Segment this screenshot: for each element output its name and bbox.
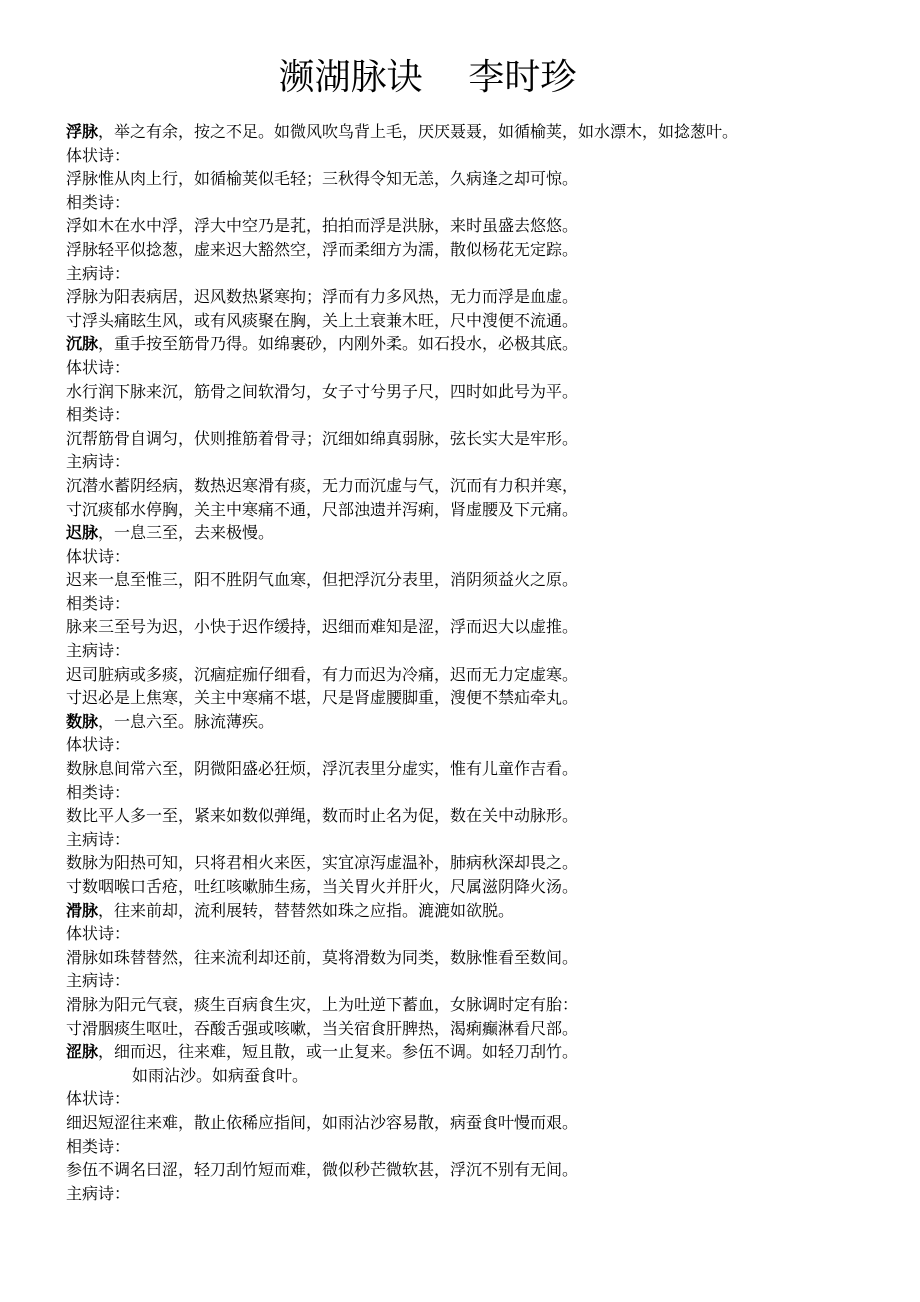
line-text: ，举之有余，按之不足。如微风吹鸟背上毛，厌厌聂聂，如循榆荚，如水漂木，如捻葱叶。 [98,122,739,141]
line-text: 滑脉为阳元气衰，痰生百病食生灾，上为吐逆下蓄血，女脉调时定有胎： [66,994,579,1014]
text-line [66,663,906,687]
text-line [66,851,906,875]
line-text: 寸浮头痛眩生风，或有风痰聚在胸，关上土衰兼木旺，尺中溲便不流通。 [66,310,579,330]
text-line [66,781,906,805]
line-text: 相类诗： [66,593,131,613]
text-line [66,1111,906,1135]
line-text: 浮脉为阳表病居，迟风数热紧寒拘；浮而有力多风热，无力而浮是血虚。 [66,287,579,307]
line-text: ，一息六至。脉流薄疾。 [98,711,275,731]
text-line [66,639,906,663]
line-text: 浮脉轻平似捻葱，虚来迟大豁然空，浮而柔细方为濡，散似杨花无定踪。 [66,239,579,259]
line-text: 浮脉惟从肉上行，如循榆荚似毛轻；三秋得令知无恙，久病逢之却可惊。 [66,169,579,189]
line-text: 主病诗： [66,263,131,283]
line-text: 主病诗： [66,971,131,991]
line-text: 体状诗： [66,546,131,566]
text-line [66,474,906,498]
line-text: 迟来一息至惟三，阳不胜阴气血寒，但把浮沉分表里，消阴须益火之原。 [66,570,579,590]
pulse-heading-line [66,899,906,923]
line-text: 主病诗： [66,641,131,661]
line-text: ，细而迟，往来难，短且散，或一止复来。参伍不调。如轻刀刮竹。 [98,1042,579,1062]
pulse-term: 滑脉 [66,900,99,920]
pulse-term: 数脉 [66,711,99,731]
line-text: 参伍不调名曰涩，轻刀刮竹短而难，微似秒芒微软甚，浮沉不别有无间。 [66,1160,579,1180]
line-text: 主病诗： [66,452,131,472]
text-line [66,686,906,710]
text-line [66,804,906,828]
line-text: 相类诗： [66,1136,131,1156]
text-line [66,427,906,451]
line-text: 寸沉痰郁水停胸，关主中寒痛不通，尺部浊遗并泻痢，肾虚腰及下元痛。 [66,499,579,519]
text-line [66,167,906,191]
text-line [66,450,906,474]
text-line [66,592,906,616]
text-line [66,969,906,993]
document-title: 濒湖脉诀 李时珍 [278,57,577,98]
text-line [66,285,906,309]
text-line [66,498,906,522]
text-line [66,403,906,427]
line-text: 寸数咽喉口舌疮，吐红咳嗽肺生疡，当关胃火并肝火，尺属滋阴降火汤。 [66,877,579,896]
line-text: 体状诗： [66,145,131,165]
text-line [66,214,906,238]
text-line [66,757,906,781]
line-text: 迟司脏病或多痰，沉痼症痂仔细看，有力而迟为冷痛，迟而无力定虚寒。 [66,664,579,684]
text-line [66,568,906,592]
line-text: 水行润下脉来沉，筋骨之间软滑匀，女子寸兮男子尺，四时如此号为平。 [66,381,579,401]
document-body [66,120,906,1205]
text-line [66,191,906,215]
line-text: 沉帮筋骨自调匀，伏则推筋着骨寻；沉细如绵真弱脉，弦长实大是牢形。 [66,428,579,448]
line-text: 体状诗： [66,357,131,377]
text-line [66,615,906,639]
pulse-heading-line [66,332,906,356]
line-text: ，一息三至，去来极慢。 [98,523,275,543]
text-line [66,1064,906,1088]
line-text: 数比平人多一至，紧来如数似弹绳，数而时止名为促，数在关中动脉形。 [66,806,579,826]
line-text: 主病诗： [66,1183,131,1203]
line-text: 相类诗： [66,192,131,212]
text-line [66,1182,906,1206]
text-line [66,828,906,852]
line-text: ，往来前却，流利展转，替替然如珠之应指。漉漉如欲脱。 [98,900,515,920]
text-line [66,238,906,262]
line-text: 体状诗： [66,1089,131,1109]
text-line [66,993,906,1017]
pulse-term: 迟脉 [66,523,99,543]
text-line [66,309,906,333]
pulse-term: 浮脉 [66,122,99,141]
text-line [66,922,906,946]
line-text: 寸滑胭痰生呕吐，吞酸舌强或咳嗽，当关宿食肝脾热，渴痢癫淋看尺部。 [66,1018,579,1038]
text-line [66,545,906,569]
line-text: 主病诗： [66,829,131,849]
line-text: 如雨沾沙。如病蚕食叶。 [132,1065,309,1085]
text-line [66,1087,906,1111]
line-text: 相类诗： [66,782,131,802]
line-text: 沉潜水蓄阴经病，数热迟寒滑有痰，无力而沉虚与气，沉而有力积并寒， [66,475,579,495]
line-text: 相类诗： [66,405,131,425]
text-line [66,1017,906,1041]
pulse-heading-line [66,710,906,734]
text-line [66,1135,906,1159]
line-text: 滑脉如珠替替然，往来流利却还前，莫将滑数为同类，数脉惟看至数间。 [66,947,579,967]
line-text: 寸迟必是上焦寒，关主中寒痛不堪，尺是肾虚腰脚重，溲便不禁疝牵丸。 [66,688,579,708]
text-line [66,262,906,286]
line-text: 体状诗： [66,924,131,944]
line-text: 脉来三至号为迟，小快于迟作缓持，迟细而难知是涩，浮而迟大以虚推。 [66,617,579,637]
pulse-heading-line [66,1040,906,1064]
line-text: 细迟短涩往来难，散止依稀应指间，如雨沾沙容易散，病蚕食叶慢而艰。 [66,1112,579,1132]
text-line [66,380,906,404]
text-line [66,875,906,899]
text-line [66,946,906,970]
line-text: 数脉为阳热可知，只将君相火来医，实宜凉泻虚温补，肺病秋深却畏之。 [66,853,579,873]
text-line [66,1158,906,1182]
pulse-term: 涩脉 [66,1042,99,1062]
line-text: ，重手按至筋骨乃得。如绵裹砂，内刚外柔。如石投水，必极其底。 [98,334,579,354]
pulse-heading-line [66,521,906,545]
pulse-heading-line [66,120,906,144]
text-line [66,144,906,168]
line-text: 体状诗： [66,735,131,755]
line-text: 浮如木在水中浮，浮大中空乃是芤，拍拍而浮是洪脉，来时虽盛去悠悠。 [66,216,579,236]
line-text: 数脉息间常六至，阴微阳盛必狂烦，浮沉表里分虚实，惟有儿童作吉看。 [66,759,579,779]
pulse-term: 沉脉 [66,334,99,354]
text-line [66,733,906,757]
text-line [66,356,906,380]
